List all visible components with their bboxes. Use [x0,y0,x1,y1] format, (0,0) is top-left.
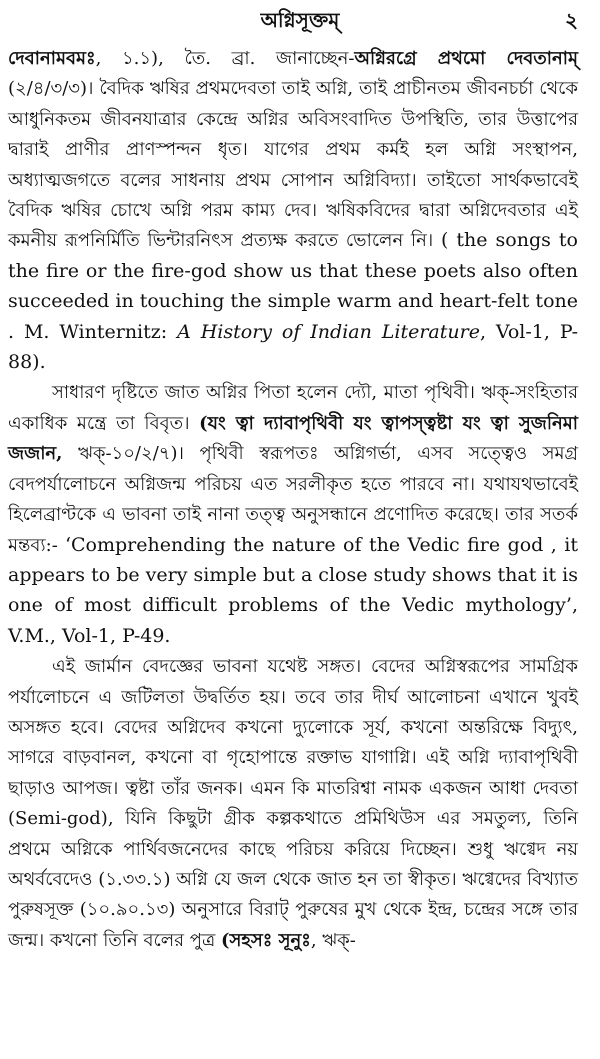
emphasis-devanam: দেবানামবমঃ [8,48,96,69]
citation-end: , Vol-1, P-88). [8,320,578,374]
emphasis-quote-agniragre: অগ্নিরগ্রে প্রথমো দেবতানাম্ [354,48,578,69]
text-run: এই জার্মান বেদজ্ঞের ভাবনা যথেষ্ট সঙ্গত। বেদের অগ্নিস্বরূপের সামগ্রিক পর্যালোচনে এ জটিলতা উদ্বর্তিত হয়। তবে তার দীর্ঘ আলোচনা এখানে খুবই অসঙ্গত হবে। বেদের অগ্নিদেব কখনো দ্যুলোকে সূর্য, কখনো অন্তরিক্ষে বিদ্যুৎ, সাগরে বাড়বানল, কখনো বা গৃহোপান্তে রক্তাভ যাগাগ্নি। এই অগ্নি দ্যাবাপৃথিবী ছাড়াও আপজ। ত্বষ্টা তাঁর জনক। এমন কি মাতরিশ্বা নামক একজন আধা দেবতা (Semi-god), যিনি কিছুটা গ্রীক কল্পকথাতে প্রমিথিউস এর সমতুল্য, তিনি প্রথমে অগ্নিকে পার্থিবজনেদের কাছে পরিচয় করিয়ে দিচ্ছেন। শুধু ঋগ্বেদ নয় অথর্ববেদেও (১.৩৩.১) অগ্নি যে জল থেকে জাত হন তা স্বীকৃত। ঋগ্বেদের বিখ্যাত পুরুষসূক্ত (১০.৯০.১৩) অনুসারে বিরাট্ পুরুষের মুখ থেকে ইন্দ্র, চন্দ্রের সঙ্গে তার জন্ম। কখনো তিনি বলের পুত্র [8,656,578,951]
paragraph-2 [8,378,578,652]
english-citation: ( the songs to the fire or the fire-god show us that these poets also often succeeded in touching the simple warm and heart-felt tone . M. Winternitz: [8,229,578,343]
text-run: , ঋক্- [310,929,356,951]
page-number: ২ [564,8,578,32]
emphasis-sahasah-sunuh: (সহসঃ সূনুঃ [220,929,311,951]
text-run: (২/৪/৩/৩)। বৈদিক ঋষির প্রথমদেবতা তাই অগ্নি, তাই প্রাচীনতম জীবনচর্চা থেকে আধুনিকতম জীবনযাত্রার কেন্দ্রে অগ্নির অবিসংবাদিত উপস্থিতি, তার উত্তাপের দ্বারাই প্রাণীর প্রাণস্পন্দন ধৃত। যাগের প্রথম কর্মই হল অগ্নি সংস্থাপন, অধ্যাত্মজগতে বলের সাধনায় প্রথম সোপান অগ্নিবিদ্যা। তাইতো সার্থকভাবেই বৈদিক ঋষির চোখে অগ্নি পরম কাম্য দেব। ঋষিকবিদের দ্বারা অগ্নিদেবতার এই কমনীয় রূপনির্মিতি ভিন্টারনিৎস প্রত্যক্ষ করতে ভোলেন নি। [8,78,578,252]
paragraph-3 [8,652,578,956]
paragraph-1 [8,44,578,378]
english-quote: ‘Comprehending the nature of the Vedic fire god , it appears to be very simple but a close study shows that it is one of most difficult problems of the Vedic mythology’, V.M., Vol-1, P-49. [8,533,578,647]
text-run: সাধারণ দৃষ্টিতে জাত অগ্নির পিতা হলেন দ্যৌ, মাতা পৃথিবী। ঋক্-সংহিতার একাধিক মন্ত্রে তা বিবৃত। [8,382,578,434]
text-run: ঋক্-১০/২/৭)। পৃথিবী স্বরূপতঃ অগ্নিগর্ভা, এসব সত্ত্বেও সমগ্র বেদপর্যালোচনে অগ্নিজন্ম পরিচয় এত সরলীকৃত হতে পারবে না। যথাযথভাবেই হিলেব্রাণ্টকে এ ভাবনা তাই নানা তত্ত্ব অনুসন্ধানে প্রণোদিত করেছে। তার সতর্ক মন্তব্য:- [8,443,578,556]
emphasis-rigveda-quote: (যং ত্বা দ্যাবাপৃথিবী যং ত্বাপস্ত্বষ্টা যং ত্বা সুজনিমা জজান, [8,412,578,465]
running-header-title: অগ্নিসূক্তম্ [260,8,340,32]
book-title-italic: A History of Indian Literature [177,320,480,343]
text-run: , ১.১), তৈ. ব্রা. জানাচ্ছেন- [95,48,355,69]
